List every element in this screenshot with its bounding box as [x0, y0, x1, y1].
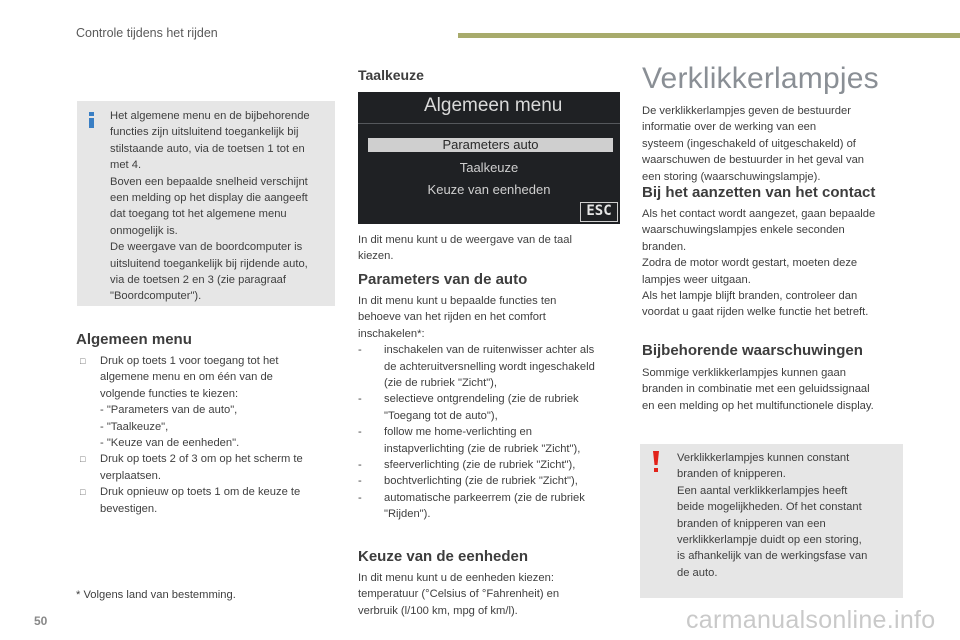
parameter-item-line: [358, 391, 628, 407]
text-line: branden.: [642, 240, 687, 253]
text-line: kiezen.: [358, 250, 394, 263]
text-line: lampjes weer uitgaan.: [642, 273, 751, 286]
footnote: * Volgens land van bestemming.: [76, 589, 236, 601]
bullet-line: [76, 386, 336, 402]
text-line: dat toegang tot het algemene menu: [110, 208, 287, 221]
parameter-item-line: [358, 441, 628, 457]
text-line: In dit menu kunt u de weergave van de taal: [358, 234, 572, 246]
text-line: branden of knipperen.: [677, 468, 786, 481]
text-line: "Boordcomputer").: [110, 290, 202, 303]
text-line: Als het lampje blijft branden, controleer dan: [642, 290, 858, 303]
parameter-item-text: "Rijden").: [384, 508, 431, 521]
verklikker-intro: [642, 103, 912, 185]
screen-title: Algemeen menu: [424, 95, 563, 116]
screen-item-selected[interactable]: Parameters auto: [368, 138, 613, 152]
bullet-icon: □: [80, 454, 86, 465]
text-line: Verklikkerlampjes kunnen constant: [677, 452, 850, 464]
bullet-text: bevestigen.: [100, 502, 158, 515]
page-number: 50: [34, 614, 48, 628]
parameter-item-text: selectieve ontgrendeling (zie de rubriek: [384, 393, 579, 406]
parameter-item-text: bochtverlichting (zie de rubriek "Zicht"),: [384, 475, 578, 488]
text-line: voordat u gaat rijden welke functie het betreft.: [642, 306, 869, 319]
dash-marker: -: [358, 491, 362, 504]
text-line: via de toetsen 2 en 3 (zie paragraaf: [110, 274, 287, 287]
verklikker-title: Verklikkerlampjes: [642, 62, 879, 95]
bullet-text: Druk op toets 2 of 3 om op het scherm te: [100, 453, 303, 466]
parameter-item-line: [358, 424, 628, 440]
parameter-item-line: [358, 490, 628, 506]
parameter-item-line: [358, 473, 628, 489]
bullet-line: [76, 484, 336, 500]
text-line: Sommige verklikkerlampjes kunnen gaan: [642, 367, 846, 379]
text-line: inschakelen*:: [358, 327, 425, 340]
parameter-item-line: [358, 506, 628, 522]
parameter-item-line: [358, 342, 628, 358]
text-line: temperatuur (°Celsius of °Fahrenheit) en: [358, 588, 560, 601]
parameter-item-text: "Toegang tot de auto"),: [384, 409, 498, 422]
dash-marker: -: [358, 393, 362, 406]
parameters-text: [358, 293, 628, 523]
text-line: In dit menu kunt u de eenheden kiezen:: [358, 572, 554, 584]
bullet-text: Druk op toets 1 voor toegang tot het: [100, 355, 279, 367]
text-line: een melding op het display die aangeeft: [110, 192, 308, 205]
text-line: onmogelijk is.: [110, 224, 178, 237]
parameter-item-line: [358, 375, 628, 391]
text-line: Boven een bepaalde snelheid verschijnt: [110, 175, 308, 188]
parameter-item-text: follow me home-verlichting en: [384, 426, 532, 439]
section-title: Controle tijdens het rijden: [76, 26, 218, 40]
waarschuwingen-text: [642, 365, 912, 414]
parameter-item-text: inschakelen van de ruitenwisser achter als: [384, 344, 595, 357]
display-screen: [358, 92, 620, 224]
bullet-line: [76, 451, 336, 467]
text-line: waarschuwingslampjes enkele seconden: [642, 224, 845, 237]
sub-item: - "Keuze van de eenheden".: [100, 437, 240, 450]
esc-button[interactable]: ESC: [580, 202, 618, 222]
header-accent-bar: [458, 33, 960, 38]
bullet-text: verplaatsen.: [100, 469, 161, 482]
text-line: verklikkerlampje duidt op een storing,: [677, 534, 862, 547]
text-line: stilstaande auto, via de toetsen 1 tot en: [110, 142, 305, 155]
bullet-line: [76, 369, 336, 385]
bullet-icon: □: [80, 356, 86, 366]
bullet-line: [76, 468, 336, 484]
parameter-item-text: sfeerverlichting (zie de rubriek "Zicht"),: [384, 459, 576, 472]
text-line: Als het contact wordt aangezet, gaan bepaalde: [642, 208, 876, 220]
parameter-item-line: [358, 359, 628, 375]
text-line: De verklikkerlampjes geven de bestuurder: [642, 105, 851, 117]
parameter-item-line: [358, 457, 628, 473]
algemeen-menu-title: Algemeen menu: [76, 331, 192, 348]
dash-marker: -: [358, 475, 362, 488]
text-line: de auto.: [677, 566, 718, 579]
text-line: branden in combinatie met een geluidssignaal: [642, 383, 870, 396]
text-line: systeem (ingeschakeld of uitgeschakeld) of: [642, 137, 856, 150]
text-line: Het algemene menu en de bijbehorende: [110, 110, 310, 122]
dash-marker: -: [358, 459, 362, 472]
screen-divider: [358, 123, 620, 124]
eenheden-text: [358, 570, 620, 619]
warning-text: [677, 450, 899, 581]
text-line: is afhankelijk van de werkingsfase van: [677, 550, 868, 563]
parameters-title: Parameters van de auto: [358, 271, 528, 288]
bullet-text: Druk opnieuw op toets 1 om de keuze te: [100, 486, 301, 499]
text-line: met 4.: [110, 159, 142, 172]
parameter-item-text: (zie de rubriek "Zicht"),: [384, 377, 498, 390]
text-line: verbruik (l/100 km, mpg of km/l).: [358, 604, 518, 617]
taalkeuze-text: [358, 232, 620, 265]
eenheden-title: Keuze van de eenheden: [358, 548, 529, 565]
bullet-line: [76, 501, 336, 517]
sub-item: - "Taalkeuze",: [100, 420, 169, 433]
text-line: Een aantal verklikkerlampjes heeft: [677, 484, 848, 497]
text-line: beide mogelijkheden. Of het constant: [677, 501, 862, 514]
bullet-line: [76, 353, 336, 369]
bullet-text: volgende functies te kiezen:: [100, 387, 239, 400]
screen-item[interactable]: Keuze van eenheden: [427, 182, 551, 197]
text-line: een storing (waarschuwingslampje).: [642, 170, 821, 183]
bullet-text: algemene menu en om één van de: [100, 371, 273, 384]
text-line: uitsluitend toegankelijk bij rijdende auto,: [110, 257, 308, 270]
text-line: branden of knipperen van een: [677, 517, 826, 530]
exclamation-icon: [651, 451, 661, 473]
sub-item: - "Parameters van de auto",: [100, 404, 238, 417]
text-line: behoeve van het rijden en het comfort: [358, 311, 546, 324]
algemeen-menu-list: [76, 353, 336, 517]
text-line: Zodra de motor wordt gestart, moeten deze: [642, 257, 858, 270]
text-line: In dit menu kunt u bepaalde functies ten: [358, 295, 557, 307]
bullet-icon: □: [80, 487, 86, 498]
screen-item[interactable]: Taalkeuze: [459, 160, 519, 175]
info-icon: [86, 112, 98, 128]
waarschuwingen-title: Bijbehorende waarschuwingen: [642, 342, 863, 359]
text-line: en een melding op het multifunctionele display.: [642, 399, 874, 412]
aanzetten-text: [642, 206, 912, 321]
text-line: waarschuwen de bestuurder in het geval van: [642, 154, 865, 167]
taalkeuze-title: Taalkeuze: [358, 67, 424, 83]
text-line: informatie over de werking van een: [642, 121, 817, 134]
dash-marker: -: [358, 344, 362, 357]
info-text: [110, 108, 332, 305]
watermark: carmanualsonline.info: [686, 606, 936, 634]
dash-marker: -: [358, 426, 362, 439]
parameter-item-line: [358, 408, 628, 424]
text-line: functies zijn uitsluitend toegankelijk bij: [110, 126, 299, 139]
parameter-item-text: automatische parkeerrem (zie de rubriek: [384, 491, 585, 504]
aanzetten-title: Bij het aanzetten van het contact: [642, 184, 876, 201]
parameter-item-text: de achteruitversnelling wordt ingeschakeld: [384, 360, 595, 373]
text-line: De weergave van de boordcomputer is: [110, 241, 303, 254]
parameter-item-text: instapverlichting (zie de rubriek "Zicht"),: [384, 442, 581, 455]
